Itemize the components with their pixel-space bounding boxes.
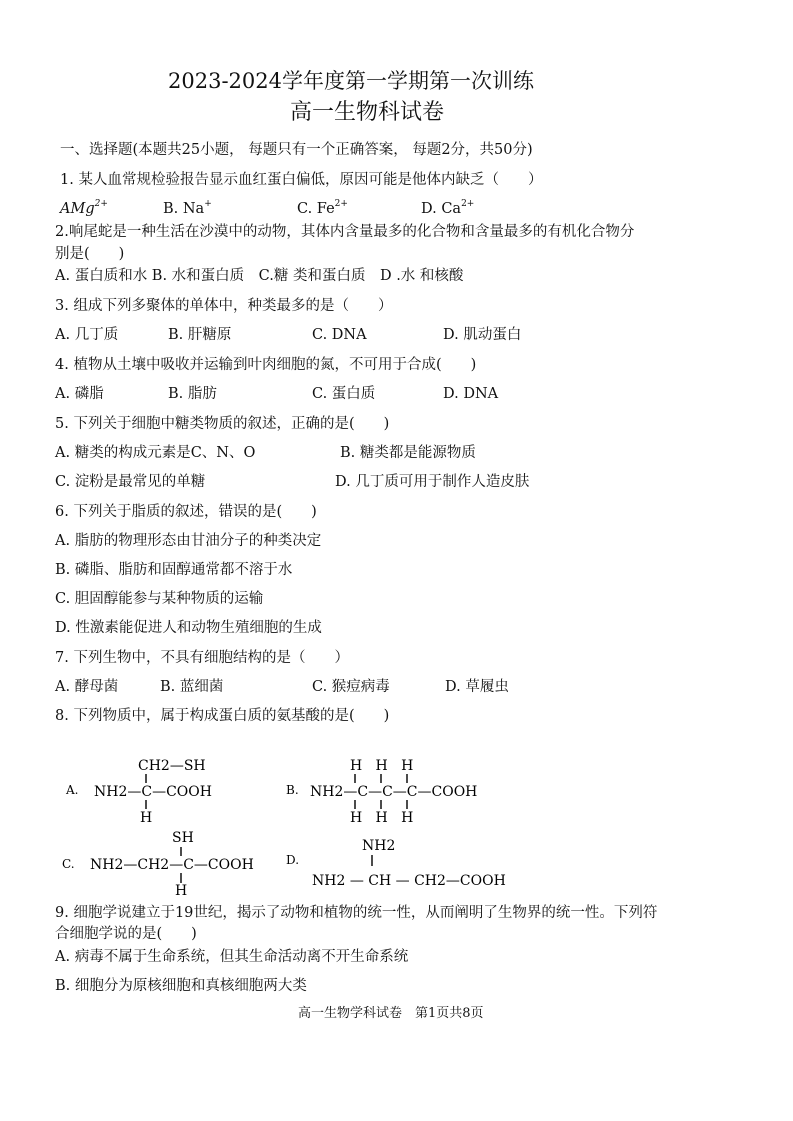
question-2-stem-line2: 别是( ) (55, 246, 125, 262)
structure-a-top: CH2—SH (138, 758, 206, 774)
structure-b-bottom: H H H (350, 810, 414, 826)
question-1-option-b: B. Na+ (163, 199, 212, 217)
structure-c-bottom: H (175, 883, 188, 899)
question-5-option-d: D. 几丁质可用于制作人造皮肤 (335, 474, 530, 490)
question-5-option-c: C. 淀粉是最常见的单糖 (55, 474, 206, 490)
question-2-stem-line1: 2.响尾蛇是一种生活在沙漠中的动物，其体内含量最多的化合物和含量最多的有机化合物分 (55, 224, 635, 240)
page-footer: 高一生物学科试卷 第1页共8页 (298, 1006, 484, 1021)
structure-c (60, 828, 290, 902)
question-5-option-a: A. 糖类的构成元素是C、N、O (55, 445, 256, 461)
question-4-option-b: B. 脂肪 (168, 386, 217, 402)
structure-d-main: NH2 — CH — CH2—COOH (312, 873, 506, 889)
question-7-option-b: B. 蓝细菌 (160, 679, 224, 695)
structure-a-main: NH2—C—COOH (94, 784, 212, 800)
question-4-stem: 4. 植物从土壤中吸收并运输到叶肉细胞的氮，不可用于合成( ) (55, 357, 477, 373)
exam-title: 2023-2024学年度第一学期第一次训练 (168, 69, 534, 93)
question-7-option-c: C. 猴痘病毒 (312, 679, 390, 695)
question-3-option-d: D. 肌动蛋白 (443, 327, 522, 343)
structure-a-bottom: H (140, 810, 153, 826)
question-6-option-c: C. 胆固醇能参与某种物质的运输 (55, 591, 264, 607)
structure-d (284, 828, 514, 902)
structure-b-top: H H H (350, 758, 414, 774)
question-7-option-a: A. 酵母菌 (55, 679, 119, 695)
exam-subtitle: 高一生物科试卷 (290, 100, 445, 125)
question-8-stem: 8. 下列物质中，属于构成蛋白质的氨基酸的是( ) (55, 708, 390, 724)
question-7-option-d: D. 草履虫 (445, 679, 509, 695)
structure-d-top: NH2 (362, 838, 396, 854)
question-6-stem: 6. 下列关于脂质的叙述，错误的是( ) (55, 504, 317, 520)
question-3-option-c: C. DNA (312, 327, 367, 343)
section-heading: 一、选择题(本题共25小题， 每题只有一个正确答案， 每题2分，共50分) (60, 142, 533, 158)
question-6-option-a: A. 脂肪的物理形态由甘油分子的种类决定 (55, 533, 322, 549)
structure-c-main: NH2—CH2—C—COOH (90, 857, 254, 873)
structure-a-label: A. (66, 783, 79, 797)
question-2-options: A. 蛋白质和水 B. 水和蛋白质 C.糖 类和蛋白质 D .水 和核酸 (55, 268, 464, 284)
question-9-stem-line1: 9. 细胞学说建立于19世纪，揭示了动物和植物的统一性，从而阐明了生物界的统一性。下列符 (55, 905, 658, 921)
question-7-stem: 7. 下列生物中，不具有细胞结构的是（ ） (55, 650, 349, 666)
question-3-option-b: B. 肝糖原 (168, 327, 232, 343)
question-1-option-c: C. $Fe^{2+}$ (297, 199, 348, 217)
structure-b-main: NH2—C—C—C—COOH (310, 784, 478, 800)
question-9-option-a: A. 病毒不属于生命系统，但其生命活动离不开生命系统 (55, 949, 409, 965)
structure-a (60, 752, 290, 830)
question-1-stem: 1. 某人血常规检验报告显示血红蛋白偏低，原因可能是他体内缺乏（ ） (60, 172, 543, 188)
question-5-option-b: B. 糖类都是能源物质 (340, 445, 476, 461)
question-6-option-b: B. 磷脂、脂肪和固醇通常都不溶于水 (55, 562, 293, 578)
structure-b (284, 752, 514, 830)
question-9-stem-line2: 合细胞学说的是( ) (55, 926, 197, 942)
question-5-stem: 5. 下列关于细胞中糖类物质的叙述，正确的是( ) (55, 416, 390, 432)
question-9-option-b: B. 细胞分为原核细胞和真核细胞两大类 (55, 978, 307, 994)
structure-c-top: SH (172, 830, 194, 846)
structure-b-label: B. (286, 783, 299, 797)
question-1-option-a: AMg$^{2+}$ (60, 199, 108, 217)
structure-c-label: C. (62, 857, 75, 871)
question-4-option-c: C. 蛋白质 (312, 386, 376, 402)
question-4-option-a: A. 磷脂 (55, 386, 104, 402)
question-6-option-d: D. 性激素能促进人和动物生殖细胞的生成 (55, 620, 322, 636)
question-1-option-d: D. $Ca^{2+}$ (421, 199, 475, 217)
question-4-option-d: D. DNA (443, 386, 499, 402)
question-3-stem: 3. 组成下列多聚体的单体中，种类最多的是（ ） (55, 298, 393, 314)
structure-d-label: D. (286, 853, 300, 867)
question-3-option-a: A. 几丁质 (55, 327, 119, 343)
